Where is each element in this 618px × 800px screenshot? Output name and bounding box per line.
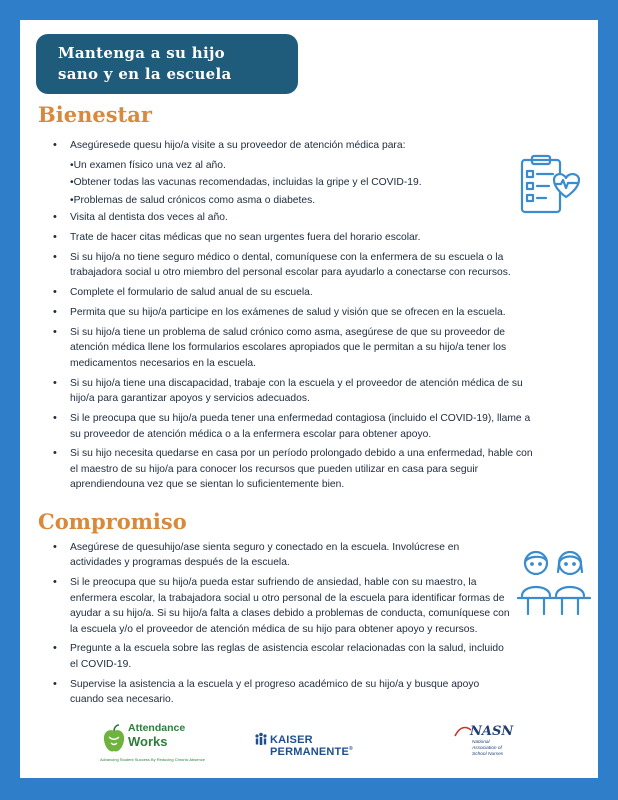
attendance-works-line2: Works bbox=[128, 734, 168, 749]
nasn-sub3: School Nurses bbox=[472, 752, 504, 757]
nasn-mark: NASN bbox=[470, 724, 514, 739]
nasn-logo bbox=[454, 724, 524, 768]
kaiser-figures-icon bbox=[254, 732, 268, 750]
list-subitem: •Problemas de salud crónicos como asma o diabetes. bbox=[70, 194, 316, 206]
list-item: • Permita que su hijo/a participe en los exámenes de salud y visión que se ofrecen en la escuela. bbox=[50, 305, 540, 320]
header-title-line1: Mantenga a su hijo bbox=[58, 44, 225, 62]
list-item: • Asegúrese de quesuhijo/ase sienta seguro y conectado en la escuela. Involúcrese en actividades y programas después de la escuela. bbox=[50, 540, 512, 571]
attendance-works-tagline: Advancing Student Success By Reducing Chronic Absence bbox=[100, 757, 205, 762]
engagement-list bbox=[50, 540, 512, 712]
list-item: • Si su hijo/a no tiene seguro médico o dental, comuníquese con la enfermera de su escuela o la trabajadora social u otro miembro del personal escolar para ayudarlo a conectarse con recursos. bbox=[50, 250, 540, 281]
list-item: • Trate de hacer citas médicas que no sean urgentes fuera del horario escolar. bbox=[50, 230, 540, 245]
children-at-school-icon bbox=[516, 548, 592, 618]
list-item: • Si le preocupa que su hijo/a pueda tener una enfermedad contagiosa (incluido el COVID-19), llame a su proveedor de atención médica o a la enfermera escolar para obtener apoyo. bbox=[50, 411, 540, 442]
list-subitem: •Obtener todas las vacunas recomendadas, incluidas la gripe y el COVID-19. bbox=[70, 177, 422, 189]
wellness-title: Bienestar bbox=[38, 102, 152, 127]
list-item: • Si su hijo necesita quedarse en casa por un período prolongado debido a una enfermedad, hable con el maestro de su hijo/a para conocer los recursos que pueden utilizar en casa para seguir aprendiendouna vez que se sientan lo suficientemente bien. bbox=[50, 446, 540, 492]
kaiser-mark: ® bbox=[349, 746, 353, 752]
header-title-line2: sano y en la escuela bbox=[58, 65, 232, 83]
list-item: • Si le preocupa que su hijo/a pueda estar sufriendo de ansiedad, hable con su maestro, la enfermera escolar, la trabajadora social u otro personal de la escuela para identificar formas de ayudar a su hijo/a. Si su hijo/a falta a clases debido a problemas de conducta, comuníquese con la escuela y/o el proveedor de atención médica de su hijo para obtener apoyo y recursos. bbox=[50, 575, 512, 637]
list-item: • Asegúresede quesu hijo/a visite a su proveedor de atención médica para: bbox=[50, 138, 540, 153]
header-banner bbox=[36, 34, 298, 94]
list-item: • Pregunte a la escuela sobre las reglas de asistencia escolar relacionadas con la salud, incluido el COVID-19. bbox=[50, 641, 512, 672]
list-item: • Complete el formulario de salud anual de su escuela. bbox=[50, 285, 540, 300]
engagement-title: Compromiso bbox=[38, 509, 187, 534]
kaiser-permanente-logo bbox=[254, 732, 394, 758]
apple-icon bbox=[102, 724, 126, 754]
list-item: • Supervise la asistencia a la escuela y el progreso académico de su hijo/a y busque apoyo cuando sea necesario. bbox=[50, 677, 512, 708]
wellness-list bbox=[50, 138, 540, 497]
list-item: • Si su hijo/a tiene una discapacidad, trabaje con la escuela y el proveedor de atención médica de su hijo/a para garantizar apoyos y servicios adecuados. bbox=[50, 376, 540, 407]
list-item: • Si su hijo/a tiene un problema de salud crónico como asma, asegúrese de que su proveedor de atención médica llene los formularios escolares apropiados que le permitan a su hijo/a tener los medicamentos necesarios en la escuela. bbox=[50, 325, 540, 371]
flyer-page bbox=[20, 20, 598, 778]
clipboard-health-icon bbox=[516, 154, 584, 216]
attendance-works-logo bbox=[98, 720, 208, 766]
nasn-sub1: National bbox=[472, 740, 490, 745]
attendance-works-line1: Attendance bbox=[128, 722, 186, 734]
nasn-sub2: Association of bbox=[472, 746, 502, 751]
list-item: • Visita al dentista dos veces al año. bbox=[50, 210, 540, 225]
partner-logos bbox=[20, 720, 598, 770]
kaiser-name: KAISER PERMANENTE bbox=[270, 734, 350, 758]
list-subitem: •Un examen físico una vez al año. bbox=[70, 159, 226, 171]
